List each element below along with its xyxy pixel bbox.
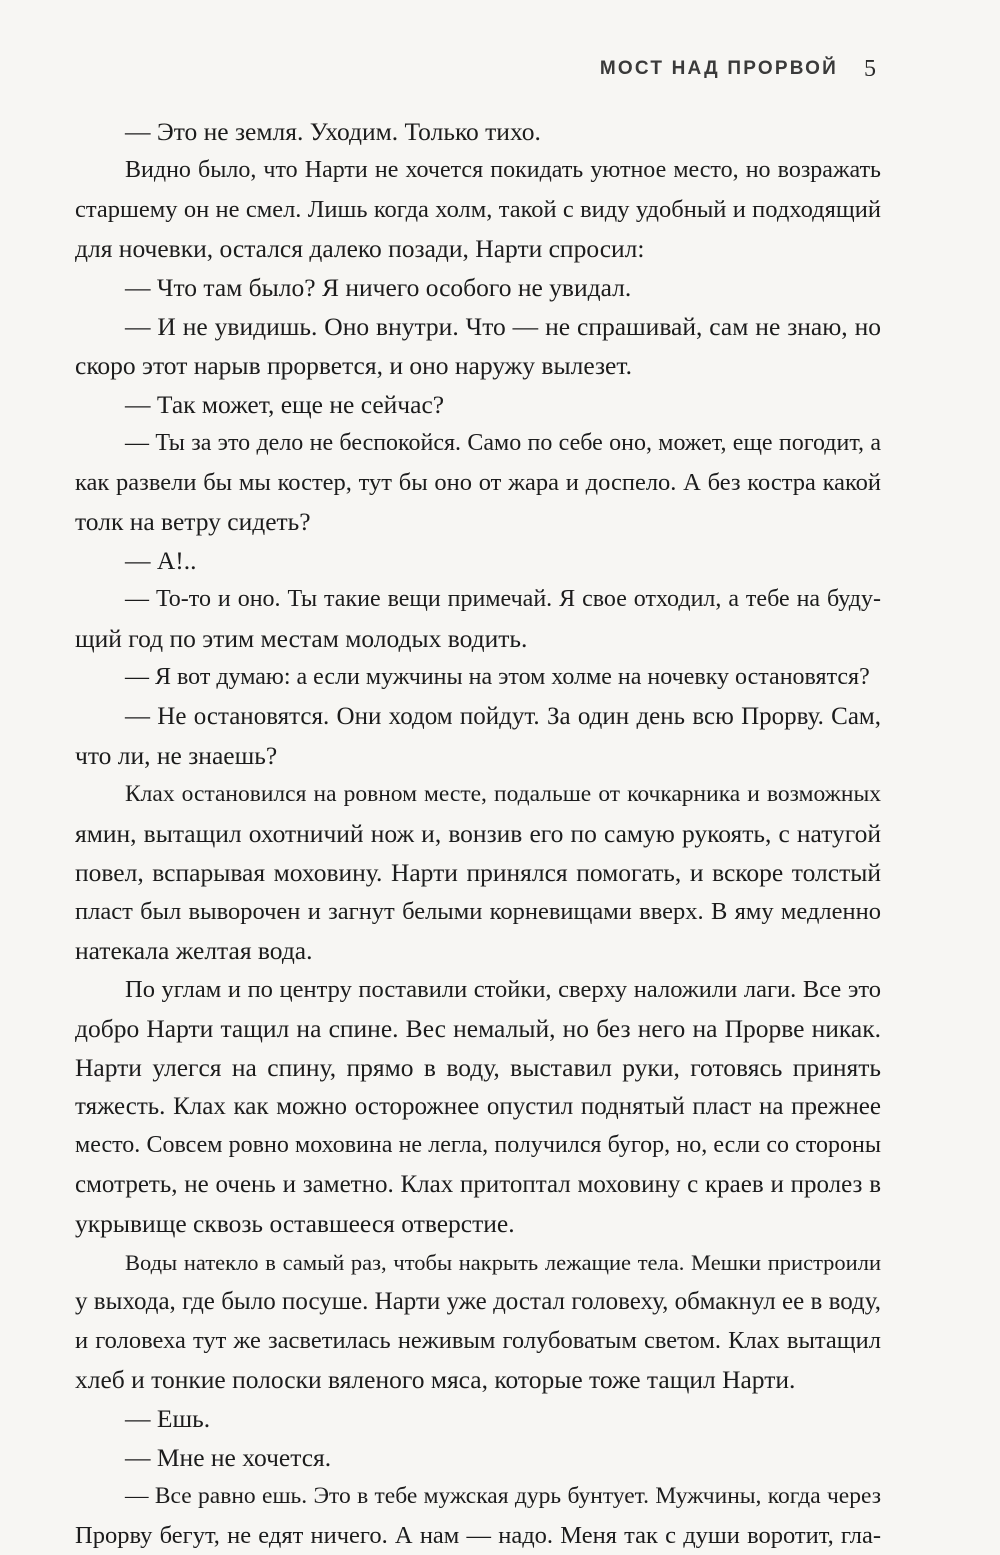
text-line: Прорву бегут, не едят ничего. А нам — надо. Меня так с души воротит, гла- [75,1522,881,1549]
text-line: Видно было, что Нарти не хочется покидать уютное место, но возражать [125,157,881,183]
text-line: — То-то и оно. Ты такие вещи примечай. Я свое отходил, а тебе на буду- [125,586,881,612]
text-line: натекала желтая вода. [75,936,313,965]
text-line: толк на ветру сидеть? [75,507,311,536]
text-line: Нарти улегся на спину, прямо в воду, выставил руки, готовясь принять [75,1053,881,1082]
text-line: Клах остановился на ровном месте, подальше от кочкарника и возможных [125,781,881,807]
text-line: что ли, не знаешь? [75,741,278,770]
text-line: — Что там было? Я ничего особого не увидал. [125,273,632,302]
text-line: — А!.. [125,546,197,575]
text-line: старшему он не смел. Лишь когда холм, такой с виду удобный и подходящий [75,196,881,223]
text-line: По углам и по центру поставили стойки, сверху наложили лаги. Все это [125,976,881,1003]
text-line: — Я вот думаю: а если мужчины на этом холме на ночевку остановятся? [125,664,870,690]
text-line: смотреть, не очень и заметно. Клах притоптал моховину с краев и пролез в [75,1171,881,1198]
text-line: тяжесть. Клах как можно осторожнее опустил поднятый пласт на прежнее [75,1093,881,1120]
chapter-title: МОСТ НАД ПРОРВОЙ [599,58,838,79]
running-head [0,58,1000,90]
text-line: ямин, вытащил охотничий нож и, вонзив его по самую рукоять, с натугой [75,819,881,848]
text-line: — И не увидишь. Оно внутри. Что — не спрашивай, сам не знаю, но [125,312,881,341]
text-line: для ночевки, остался далеко позади, Нарти спросил: [75,234,645,263]
body-text [75,112,881,1555]
text-line: и головеха тут же засветилась неживым голубоватым светом. Клах вытащил [75,1327,881,1354]
text-line: как развели бы мы костер, тут бы оно от жара и доспело. А без костра какой [75,469,881,496]
text-line: — Так может, еще не сейчас? [125,390,445,419]
text-line: — Ты за это дело не беспокойся. Само по себе оно, может, еще погодит, а [125,430,881,456]
text-line: укрывище сквозь оставшееся отверстие. [75,1209,515,1238]
text-line: Воды натекло в самый раз, чтобы накрыть лежащие тела. Мешки пристроили [125,1250,881,1275]
text-line: щий год по этим местам молодых водить. [75,624,528,653]
text-line: — Мне не хочется. [125,1443,332,1472]
page-number: 5 [864,56,876,82]
text-line: — Все равно ешь. Это в тебе мужская дурь бунтует. Мужчины, когда через [125,1483,881,1509]
text-line: хлеб и тонкие полоски вяленого мяса, которые тоже тащил Нарти. [75,1365,796,1394]
text-line: — Ешь. [125,1404,211,1433]
text-line: место. Совсем ровно моховина не легла, получился бугор, но, если со стороны [75,1132,881,1158]
text-line: пласт был выворочен и загнут белыми корневищами вверх. В яму медленно [75,898,881,925]
text-line: скоро этот нарыв прорвется, и оно наружу вылезет. [75,351,632,380]
text-line: повел, вспарывая моховину. Нарти принялся помогать, и вскоре толстый [75,858,881,887]
text-line: добро Нарти тащил на спине. Вес немалый, но без него на Прорве никак. [75,1014,881,1043]
text-line: у выхода, где было посуше. Нарти уже достал головеху, обмакнул ее в воду, [75,1288,881,1315]
text-line: — Не остановятся. Они ходом пойдут. За один день всю Прорву. Сам, [125,703,881,730]
text-line: — Это не земля. Уходим. Только тихо. [125,117,541,146]
